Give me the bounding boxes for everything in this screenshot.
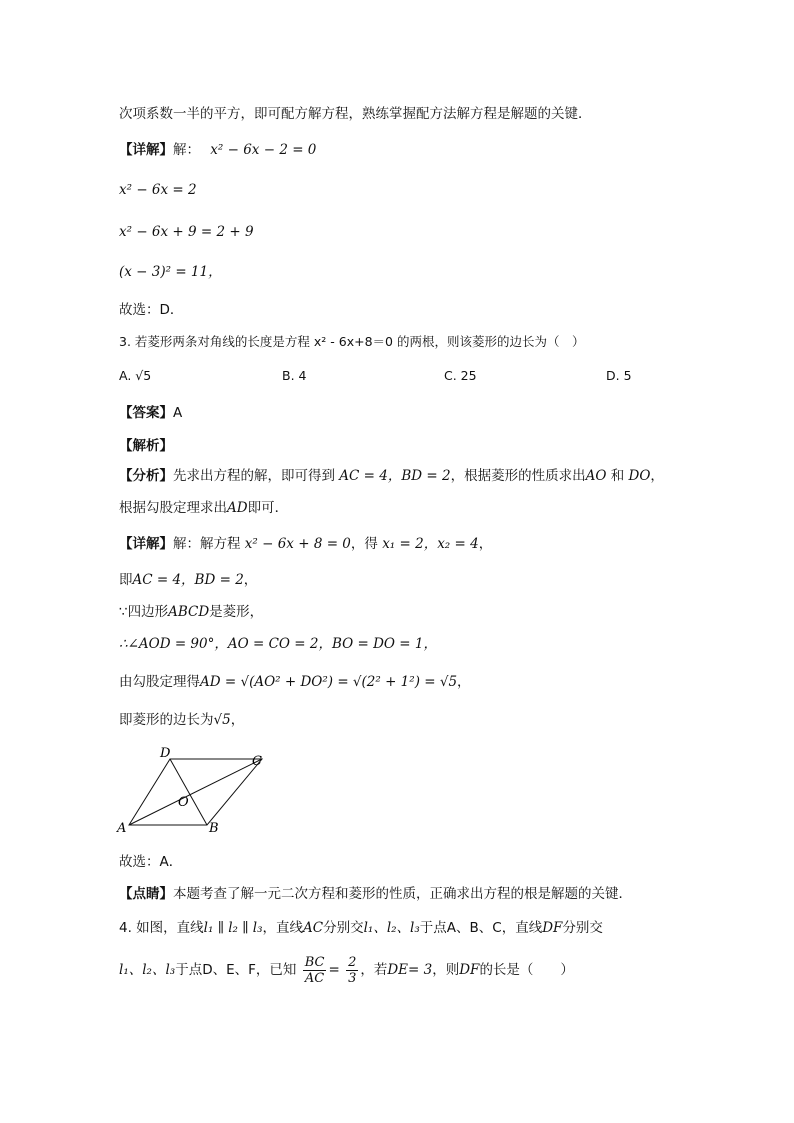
analysis-label: 【解析】: [119, 438, 173, 454]
detail-line: 【详解】解：解方程 x² − 6x + 8 = 0，得 x₁ = 2，x₂ = 4，: [119, 536, 493, 552]
detail-label: 【详解】: [119, 142, 173, 158]
option-c: C. 25: [444, 368, 477, 383]
detail-label: 【详解】: [119, 536, 173, 552]
label-a: A: [117, 821, 127, 836]
side-length-line: 即菱形的边长为√5，: [119, 712, 245, 728]
roots: x₁ = 2，x₂ = 4: [382, 536, 479, 552]
equation: (x − 3)² = 11，: [119, 264, 222, 280]
ji-line: 即AC = 4，BD = 2，: [119, 572, 258, 588]
answer-value: A: [173, 405, 183, 421]
because-line: ∵四边形ABCD是菱形，: [119, 604, 264, 620]
equation: x² − 6x + 9 = 2 + 9: [119, 224, 254, 240]
math-expr: AC = 4，BD = 2: [339, 468, 451, 484]
fenxi-label: 【分析】: [119, 468, 173, 484]
label-b: B: [209, 821, 219, 836]
solution-text-line: 次项系数一半的平方，即可配方解方程，熟练掌握配方法解方程是解题的关键．: [119, 106, 592, 122]
review-line: 【点睛】本题考查了解一元二次方程和菱形的性质，正确求出方程的根是解题的关键．: [119, 886, 632, 902]
fraction-bc-ac: $\frac{BC}{AC}$: [304, 954, 325, 986]
option-b: B. 4: [282, 368, 307, 383]
equation: x² − 6x + 8 = 0: [244, 536, 351, 552]
choose-answer: 故选：A．: [119, 854, 183, 870]
label-c: C: [252, 754, 262, 769]
choose-answer: 故选：D．: [119, 302, 184, 318]
equation: x² − 6x = 2: [119, 182, 197, 198]
review-label: 【点睛】: [119, 886, 173, 902]
q4-stem-line-1: 4. 如图，直线l₁ ∥ l₂ ∥ l₃，直线AC分别交l₁、l₂、l₃于点A、B、C，直线DF分别交: [119, 920, 603, 936]
therefore-line: ∴∠AOD = 90°，AO = CO = 2，BO = DO = 1，: [119, 636, 437, 652]
detail-line: [119, 140, 316, 160]
rhombus-figure: [112, 746, 282, 838]
label-d: D: [160, 746, 171, 761]
fraction-2-3: $\frac{2}{3}$: [348, 954, 357, 986]
pythagoras-equation: AD = √(AO² + DO²) = √(2² + 1²) = √5: [200, 674, 458, 690]
fenxi-line-2: 根据勾股定理求出AD即可．: [119, 500, 289, 516]
answer-label: 【答案】: [119, 405, 173, 421]
equation: x² − 6x − 2 = 0: [210, 142, 317, 158]
option-a: A. √5: [119, 368, 152, 383]
detail-text: 解：: [173, 142, 200, 158]
option-d: D. 5: [606, 368, 632, 383]
label-o: O: [178, 795, 189, 810]
question-stem: 3. 若菱形两条对角线的长度是方程 x² - 6x+8＝0 的两根，则该菱形的边长为（ ）: [119, 334, 585, 349]
fenxi-line: 【分析】先求出方程的解，即可得到 AC = 4，BD = 2，根据菱形的性质求出AO 和 DO，: [119, 468, 664, 484]
q4-stem-line-2: l₁、l₂、l₃于点D、E、F，已知 $\frac{BC}{AC}$ = $\frac{2}{3}$ ，若DE= 3，则DF的长是（ ）: [119, 954, 574, 986]
answer-line: [119, 403, 182, 423]
pythagoras-line: 由勾股定理得AD = √(AO² + DO²) = √(2² + 1²) = √5，: [119, 674, 471, 690]
